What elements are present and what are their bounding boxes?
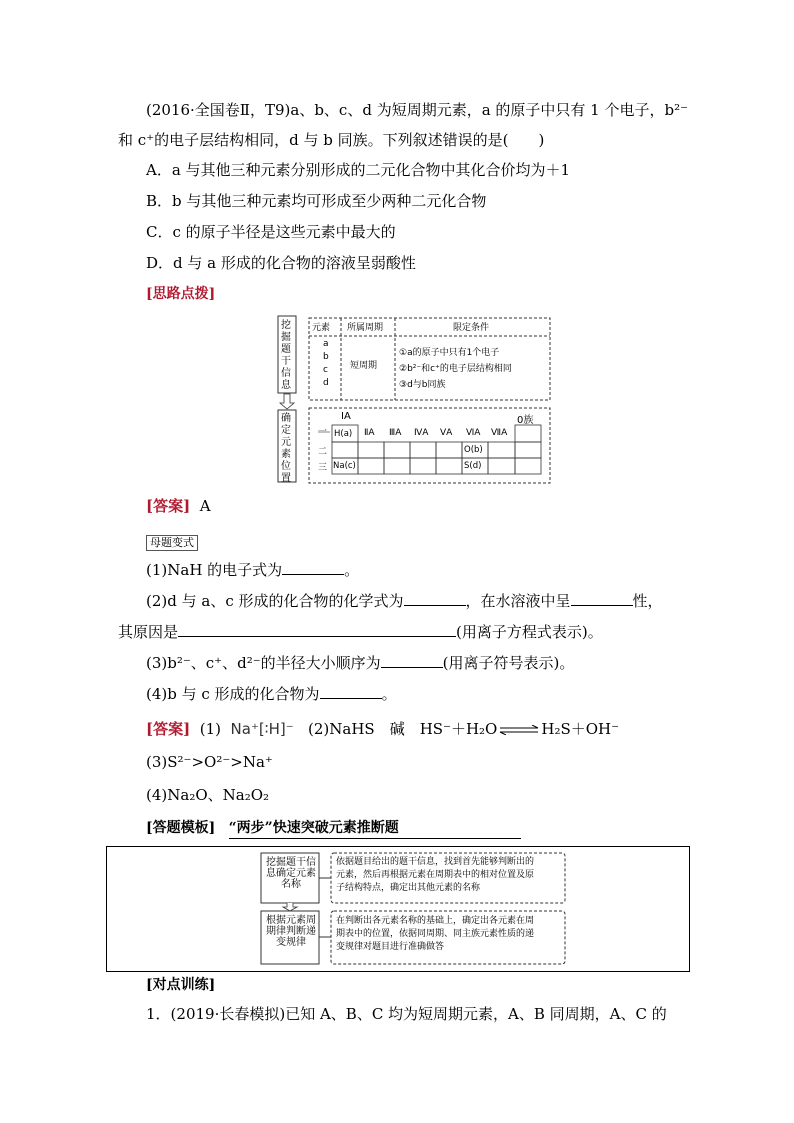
pt-cell-o: O(b) bbox=[464, 445, 483, 455]
answer-blank[interactable] bbox=[571, 591, 633, 606]
pt-cell-h: H(a) bbox=[334, 429, 353, 439]
option-c: C．c 的原子半径是这些元素中最大的 bbox=[146, 223, 396, 241]
template-step-2: 根据元素周期律判断递变规律 bbox=[266, 915, 316, 948]
diagram-box-2-text: 确定元素位置 bbox=[281, 413, 291, 484]
electron-formula bbox=[231, 720, 294, 738]
variant-q2-text-e: (用离子方程式表示)。 bbox=[456, 623, 603, 641]
pt-group-5: ⅤA bbox=[440, 428, 453, 438]
condition-2: ②b²⁻和c⁺的电子层结构相同 bbox=[399, 364, 512, 374]
practice-q1: 1．(2019·长春模拟)已知 A、B、C 均为短周期元素，A、B 同周期，A、C 的 bbox=[146, 1005, 667, 1023]
option-d: D．d 与 a 形成的化合物的溶液呈弱酸性 bbox=[146, 254, 416, 272]
template-step-1-desc-line: 依据题目给出的题干信息，找到首先能够判断出的 bbox=[336, 857, 535, 867]
template-step-1-desc-line: 元素，然后再根据元素在周期表中的相对位置及原 bbox=[336, 870, 535, 880]
answer-blank[interactable] bbox=[404, 591, 466, 606]
answer-blank[interactable] bbox=[178, 622, 456, 637]
pt-period-2: 二 bbox=[318, 447, 328, 457]
template-step-1: 挖掘题干信息确定元素名称 bbox=[266, 857, 316, 890]
answer-value: A bbox=[199, 497, 211, 515]
answer-2 bbox=[146, 719, 619, 740]
pt-group-7: ⅦA bbox=[491, 428, 508, 438]
element-b: b bbox=[323, 352, 329, 362]
variant-q4-text: (4)b 与 c 形成的化合物为 bbox=[146, 685, 320, 703]
template-label: [答题模板] bbox=[146, 820, 216, 836]
answer-2-1-prefix: (1) bbox=[199, 720, 221, 738]
pt-group-4: ⅣA bbox=[414, 428, 429, 438]
answer-2-2: (2)NaHS 碱 HS⁻＋H₂O bbox=[308, 720, 498, 738]
question-line-2: 和 c⁺的电子层结构相同，d 与 b 同族。下列叙述错误的是( ) bbox=[118, 131, 545, 149]
variant-q2-text-c: 性， bbox=[632, 592, 663, 610]
variant-tag: 母题变式 bbox=[146, 535, 198, 551]
pt-header-zero: 0族 bbox=[517, 415, 534, 426]
answer-1 bbox=[146, 496, 211, 516]
answer-2-3: (3)S²⁻>O²⁻>Na⁺ bbox=[146, 753, 273, 771]
option-a: A．a 与其他三种元素分别形成的二元化合物中其化合价均为＋1 bbox=[146, 161, 571, 179]
electron-formula-na: Na⁺ bbox=[230, 720, 259, 738]
pt-group-3: ⅢA bbox=[389, 428, 402, 438]
answer-blank[interactable] bbox=[282, 560, 344, 575]
period-mark: 。 bbox=[381, 685, 397, 703]
answer-blank[interactable] bbox=[381, 653, 443, 668]
variant-q2-text-d: 其原因是 bbox=[118, 623, 179, 641]
answer-label: [答案] bbox=[146, 720, 191, 738]
template-title: “两步”快速突破元素推断题 bbox=[229, 818, 521, 839]
equilibrium-arrow bbox=[499, 720, 539, 740]
template-step-1-desc bbox=[336, 856, 534, 895]
condition-3: ③d与b同族 bbox=[399, 380, 446, 390]
condition-1: ①a的原子中只有1个电子 bbox=[399, 348, 500, 358]
template-header bbox=[146, 818, 521, 839]
variant-q4 bbox=[146, 684, 397, 704]
variant-q3-text-a: (3)b²⁻、c⁺、d²⁻的半径大小顺序为 bbox=[146, 654, 381, 672]
answer-2-2-right: H₂S＋OH⁻ bbox=[541, 720, 620, 738]
template-step-2-desc-line: 期表中的位置，依据同周期、同主族元素性质的递 bbox=[336, 929, 535, 939]
variant-tag-row bbox=[146, 531, 198, 551]
variant-q2 bbox=[146, 591, 663, 611]
question-line-1: (2016·全国卷Ⅱ，T9)a、b、c、d 为短周期元素，a 的原子中只有 1 个电子，b²⁻ bbox=[146, 101, 689, 119]
answer-blank[interactable] bbox=[320, 684, 382, 699]
variant-q1-text: (1)NaH 的电子式为 bbox=[146, 561, 283, 579]
col-header-period: 所属周期 bbox=[347, 323, 384, 333]
pt-group-6: ⅥA bbox=[466, 428, 481, 438]
hint-label: [思路点拨] bbox=[146, 286, 216, 302]
element-c: c bbox=[323, 365, 328, 375]
period-mark: 。 bbox=[344, 561, 360, 579]
pt-group-2: ⅡA bbox=[364, 428, 375, 438]
col-header-element: 元素 bbox=[312, 323, 331, 333]
period-value: 短周期 bbox=[350, 361, 378, 371]
template-step-1-desc-line: 子结构特点，确定出其他元素的名称 bbox=[336, 883, 481, 893]
pt-header-ia: ⅠA bbox=[341, 411, 351, 422]
variant-q3-text-b: (用离子符号表示)。 bbox=[442, 654, 575, 672]
variant-q3 bbox=[146, 653, 574, 673]
variant-q1 bbox=[146, 560, 359, 580]
pt-period-3: 三 bbox=[318, 463, 328, 473]
pt-cell-s: S(d) bbox=[464, 461, 482, 471]
variant-q2-text-a: (2)d 与 a、c 形成的化合物的化学式为 bbox=[146, 592, 404, 610]
variant-q2-text-b: ，在水溶液中呈 bbox=[465, 592, 571, 610]
element-a: a bbox=[323, 339, 329, 349]
answer-label: [答案] bbox=[146, 497, 191, 515]
template-step-2-desc-line: 变规律对题目进行准确做答 bbox=[336, 942, 445, 952]
option-b: B．b 与其他三种元素均可形成至少两种二元化合物 bbox=[146, 192, 487, 210]
answer-2-4: (4)Na₂O、Na₂O₂ bbox=[146, 786, 270, 804]
practice-label: [对点训练] bbox=[146, 977, 216, 993]
electron-formula-h: [∶H]⁻ bbox=[258, 720, 294, 738]
pt-period-1: 一 bbox=[318, 427, 328, 437]
col-header-condition: 限定条件 bbox=[453, 323, 490, 333]
hint-diagram bbox=[270, 313, 555, 485]
diagram-box-1-text: 挖掘题干信息 bbox=[281, 320, 291, 391]
variant-q2-line2 bbox=[118, 622, 603, 642]
template-step-2-desc bbox=[336, 915, 534, 954]
element-d: d bbox=[323, 378, 329, 388]
pt-cell-na: Na(c) bbox=[333, 461, 356, 471]
template-step-2-desc-line: 在判断出各元素名称的基础上，确定出各元素在周 bbox=[336, 916, 535, 926]
